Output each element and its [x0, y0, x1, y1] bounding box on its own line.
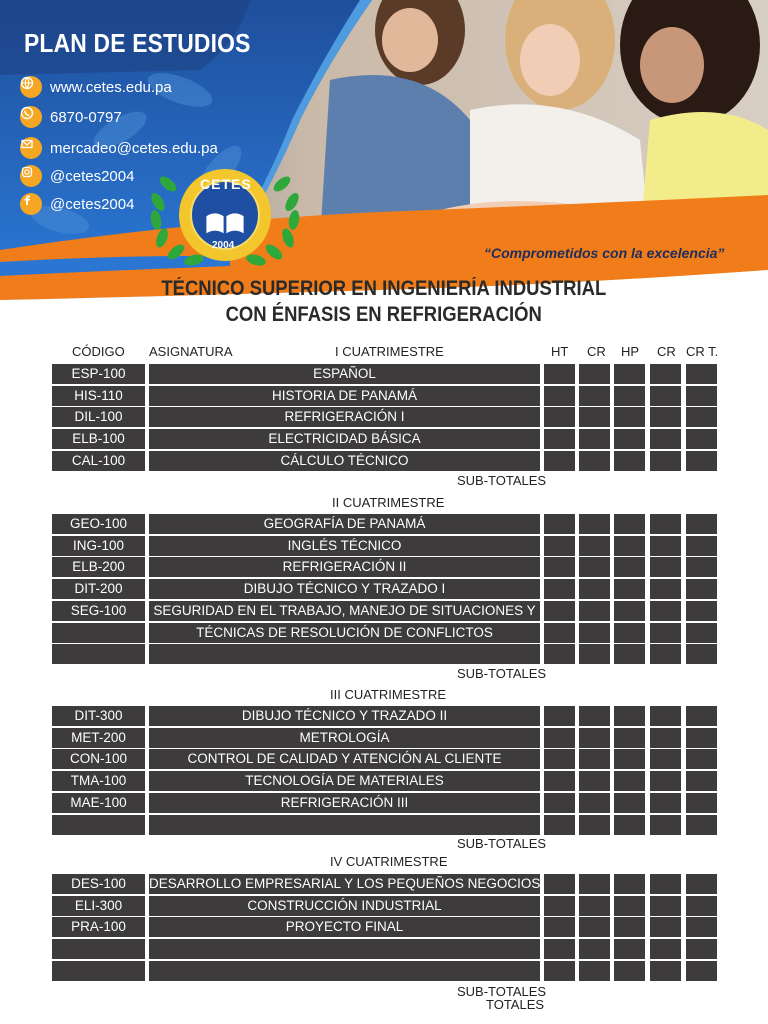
- contact-facebook[interactable]: [20, 193, 134, 215]
- course-code: DES-100: [52, 874, 145, 894]
- subtotal-label: SUB-TOTALES: [457, 984, 547, 999]
- hours-cell: [686, 793, 717, 813]
- globe-icon: [20, 76, 42, 98]
- hours-cell: [579, 644, 610, 664]
- course-code: SEG-100: [52, 601, 145, 621]
- table-row: [0, 536, 768, 556]
- hours-cell: [650, 896, 681, 916]
- hours-cell: [579, 536, 610, 556]
- table-row: [0, 793, 768, 813]
- hours-cell: [614, 939, 645, 959]
- hours-cell: [650, 917, 681, 937]
- header-hp: HP: [621, 344, 640, 359]
- hours-cell: [544, 728, 575, 748]
- hours-cell: [614, 557, 645, 577]
- term-heading: IV CUATRIMESTRE: [330, 854, 448, 869]
- hours-cell: [686, 706, 717, 726]
- course-subject: PROYECTO FINAL: [149, 917, 540, 937]
- table-row: [0, 601, 768, 621]
- hours-cell: [686, 728, 717, 748]
- header-cr-total: CR T.: [686, 344, 719, 359]
- table-row: [0, 728, 768, 748]
- table-row: [0, 364, 768, 384]
- mail-icon: [20, 137, 42, 159]
- instagram-icon: [20, 165, 42, 187]
- hours-cell: [650, 451, 681, 471]
- contact-website-text: www.cetes.edu.pa: [50, 78, 172, 96]
- course-code: ELB-100: [52, 429, 145, 449]
- course-code: [52, 623, 145, 643]
- contact-phone-text: 6870-0797: [50, 108, 122, 126]
- hours-cell: [686, 407, 717, 427]
- hours-cell: [650, 874, 681, 894]
- hours-cell: [686, 644, 717, 664]
- hours-cell: [544, 557, 575, 577]
- header-subject: ASIGNATURA: [149, 344, 233, 359]
- course-subject: TECNOLOGÍA DE MATERIALES: [149, 771, 540, 791]
- hours-cell: [579, 386, 610, 406]
- hours-cell: [686, 514, 717, 534]
- hours-cell: [686, 429, 717, 449]
- hours-cell: [579, 728, 610, 748]
- hours-cell: [650, 728, 681, 748]
- hours-cell: [686, 896, 717, 916]
- contact-facebook-text: @cetes2004: [50, 195, 135, 213]
- hours-cell: [686, 874, 717, 894]
- hours-cell: [650, 623, 681, 643]
- totals-label: TOTALES: [486, 997, 545, 1012]
- hours-cell: [686, 536, 717, 556]
- hours-cell: [650, 939, 681, 959]
- hours-cell: [544, 601, 575, 621]
- course-subject: DIBUJO TÉCNICO Y TRAZADO II: [149, 706, 540, 726]
- hours-cell: [614, 386, 645, 406]
- table-row: [0, 896, 768, 916]
- hours-cell: [650, 815, 681, 835]
- tagline: “Comprometidos con la excelencia”: [484, 245, 725, 261]
- hours-cell: [579, 917, 610, 937]
- logo-year: 2004: [212, 240, 235, 251]
- hours-cell: [614, 728, 645, 748]
- course-subject: [149, 815, 540, 835]
- table-row: [0, 451, 768, 471]
- hours-cell: [579, 961, 610, 981]
- hours-cell: [579, 579, 610, 599]
- hours-cell: [686, 579, 717, 599]
- hours-cell: [614, 364, 645, 384]
- course-subject: [149, 939, 540, 959]
- term-heading: III CUATRIMESTRE: [330, 687, 447, 702]
- hours-cell: [579, 429, 610, 449]
- header-code: CÓDIGO: [72, 344, 125, 359]
- course-subject: [149, 644, 540, 664]
- course-subject: [149, 961, 540, 981]
- table-row: [0, 917, 768, 937]
- hours-cell: [544, 874, 575, 894]
- table-row: [0, 623, 768, 643]
- hours-cell: [686, 451, 717, 471]
- hours-cell: [614, 815, 645, 835]
- hours-cell: [544, 961, 575, 981]
- contact-instagram-text: @cetes2004: [50, 167, 135, 185]
- hours-cell: [579, 749, 610, 769]
- hours-cell: [686, 364, 717, 384]
- course-code: [52, 644, 145, 664]
- hours-cell: [614, 706, 645, 726]
- course-subject: METROLOGÍA: [149, 728, 540, 748]
- hours-cell: [579, 364, 610, 384]
- hours-cell: [686, 917, 717, 937]
- table-row: [0, 874, 768, 894]
- hours-cell: [614, 771, 645, 791]
- header-cr-2: CR: [657, 344, 676, 359]
- logo-name: CETES: [200, 176, 252, 192]
- hours-cell: [544, 917, 575, 937]
- course-code: PRA-100: [52, 917, 145, 937]
- hours-cell: [579, 874, 610, 894]
- hours-cell: [686, 386, 717, 406]
- course-subject: INGLÉS TÉCNICO: [149, 536, 540, 556]
- hours-cell: [579, 514, 610, 534]
- course-subject: REFRIGERACIÓN I: [149, 407, 540, 427]
- course-subject: DESARROLLO EMPRESARIAL Y LOS PEQUEÑOS NEGOCIOS: [149, 874, 540, 894]
- hours-cell: [650, 386, 681, 406]
- hours-cell: [544, 815, 575, 835]
- course-code: ESP-100: [52, 364, 145, 384]
- course-subject: TÉCNICAS DE RESOLUCIÓN DE CONFLICTOS: [149, 623, 540, 643]
- subtotal-label: SUB-TOTALES: [457, 473, 547, 488]
- hours-cell: [650, 601, 681, 621]
- hours-cell: [579, 451, 610, 471]
- whatsapp-icon: [20, 106, 42, 128]
- hours-cell: [614, 429, 645, 449]
- course-code: ELI-300: [52, 896, 145, 916]
- hours-cell: [579, 793, 610, 813]
- course-code: MET-200: [52, 728, 145, 748]
- program-title-line2: CON ÉNFASIS EN REFRIGERACIÓN: [225, 303, 543, 326]
- hours-cell: [614, 407, 645, 427]
- course-subject: ESPAÑOL: [149, 364, 540, 384]
- course-code: MAE-100: [52, 793, 145, 813]
- header-ht: HT: [551, 344, 569, 359]
- hours-cell: [544, 749, 575, 769]
- hours-cell: [544, 451, 575, 471]
- table-row: [0, 514, 768, 534]
- hours-cell: [579, 623, 610, 643]
- hours-cell: [579, 815, 610, 835]
- contact-instagram[interactable]: [20, 165, 134, 187]
- hours-cell: [686, 749, 717, 769]
- course-subject: CONTROL DE CALIDAD Y ATENCIÓN AL CLIENTE: [149, 749, 540, 769]
- hours-cell: [544, 364, 575, 384]
- hours-cell: [544, 771, 575, 791]
- hours-cell: [614, 896, 645, 916]
- hours-cell: [544, 579, 575, 599]
- hours-cell: [650, 364, 681, 384]
- hours-cell: [686, 771, 717, 791]
- course-code: DIT-200: [52, 579, 145, 599]
- hours-cell: [686, 557, 717, 577]
- hours-cell: [686, 601, 717, 621]
- hours-cell: [544, 536, 575, 556]
- hours-cell: [544, 896, 575, 916]
- hours-cell: [650, 407, 681, 427]
- table-row: [0, 557, 768, 577]
- course-subject: HISTORIA DE PANAMÁ: [149, 386, 540, 406]
- contact-email[interactable]: [20, 137, 218, 159]
- contact-email-text: mercadeo@cetes.edu.pa: [50, 139, 218, 157]
- course-code: CAL-100: [52, 451, 145, 471]
- hours-cell: [579, 771, 610, 791]
- hours-cell: [686, 961, 717, 981]
- hours-cell: [579, 896, 610, 916]
- course-code: DIL-100: [52, 407, 145, 427]
- contact-phone[interactable]: [20, 106, 122, 128]
- table-row: [0, 939, 768, 959]
- hours-cell: [579, 939, 610, 959]
- hours-cell: [650, 514, 681, 534]
- course-code: DIT-300: [52, 706, 145, 726]
- hours-cell: [614, 749, 645, 769]
- hours-cell: [686, 939, 717, 959]
- course-subject: GEOGRAFÍA DE PANAMÁ: [149, 514, 540, 534]
- hours-cell: [650, 429, 681, 449]
- course-code: [52, 961, 145, 981]
- hours-cell: [614, 644, 645, 664]
- course-subject: SEGURIDAD EN EL TRABAJO, MANEJO DE SITUACIONES Y: [149, 601, 540, 621]
- hours-cell: [544, 407, 575, 427]
- course-subject: ELECTRICIDAD BÁSICA: [149, 429, 540, 449]
- hours-cell: [650, 706, 681, 726]
- hours-cell: [686, 815, 717, 835]
- hours-cell: [614, 961, 645, 981]
- hours-cell: [579, 706, 610, 726]
- hours-cell: [614, 793, 645, 813]
- hours-cell: [650, 793, 681, 813]
- header-cr: CR: [587, 344, 606, 359]
- hours-cell: [650, 579, 681, 599]
- subtotal-label: SUB-TOTALES: [457, 666, 547, 681]
- facebook-icon: [20, 193, 42, 215]
- course-subject: CÁLCULO TÉCNICO: [149, 451, 540, 471]
- hours-cell: [544, 429, 575, 449]
- table-row: [0, 429, 768, 449]
- table-row: [0, 815, 768, 835]
- hours-cell: [614, 601, 645, 621]
- hours-cell: [650, 557, 681, 577]
- hours-cell: [544, 386, 575, 406]
- course-code: [52, 815, 145, 835]
- hours-cell: [614, 514, 645, 534]
- hours-cell: [686, 623, 717, 643]
- hours-cell: [650, 961, 681, 981]
- subtotal-label: SUB-TOTALES: [457, 836, 547, 851]
- table-row: [0, 644, 768, 664]
- hours-cell: [579, 601, 610, 621]
- table-row: [0, 749, 768, 769]
- hours-cell: [650, 771, 681, 791]
- hours-cell: [614, 579, 645, 599]
- course-code: GEO-100: [52, 514, 145, 534]
- table-row: [0, 407, 768, 427]
- hours-cell: [650, 644, 681, 664]
- course-code: [52, 939, 145, 959]
- course-code: ELB-200: [52, 557, 145, 577]
- course-code: ING-100: [52, 536, 145, 556]
- course-code: HIS-110: [52, 386, 145, 406]
- course-subject: REFRIGERACIÓN II: [149, 557, 540, 577]
- hours-cell: [614, 536, 645, 556]
- hours-cell: [544, 939, 575, 959]
- hours-cell: [579, 557, 610, 577]
- course-code: CON-100: [52, 749, 145, 769]
- hours-cell: [544, 793, 575, 813]
- table-row: [0, 579, 768, 599]
- table-row: [0, 961, 768, 981]
- term-heading: II CUATRIMESTRE: [332, 495, 445, 510]
- hours-cell: [544, 644, 575, 664]
- program-title-line1: TÉCNICO SUPERIOR EN INGENIERÍA INDUSTRIAL: [161, 277, 607, 300]
- hours-cell: [614, 917, 645, 937]
- course-subject: CONSTRUCCIÓN INDUSTRIAL: [149, 896, 540, 916]
- hours-cell: [614, 623, 645, 643]
- table-row: [0, 771, 768, 791]
- course-subject: REFRIGERACIÓN III: [149, 793, 540, 813]
- hours-cell: [544, 623, 575, 643]
- hours-cell: [650, 749, 681, 769]
- hours-cell: [544, 514, 575, 534]
- plan-title: PLAN DE ESTUDIOS: [24, 28, 251, 58]
- table-row: [0, 386, 768, 406]
- hours-cell: [614, 874, 645, 894]
- hours-cell: [650, 536, 681, 556]
- hours-cell: [614, 451, 645, 471]
- table-row: [0, 706, 768, 726]
- contact-website[interactable]: [20, 76, 172, 98]
- hours-cell: [579, 407, 610, 427]
- hours-cell: [544, 706, 575, 726]
- course-subject: DIBUJO TÉCNICO Y TRAZADO I: [149, 579, 540, 599]
- course-code: TMA-100: [52, 771, 145, 791]
- header-term-1: I CUATRIMESTRE: [335, 344, 444, 359]
